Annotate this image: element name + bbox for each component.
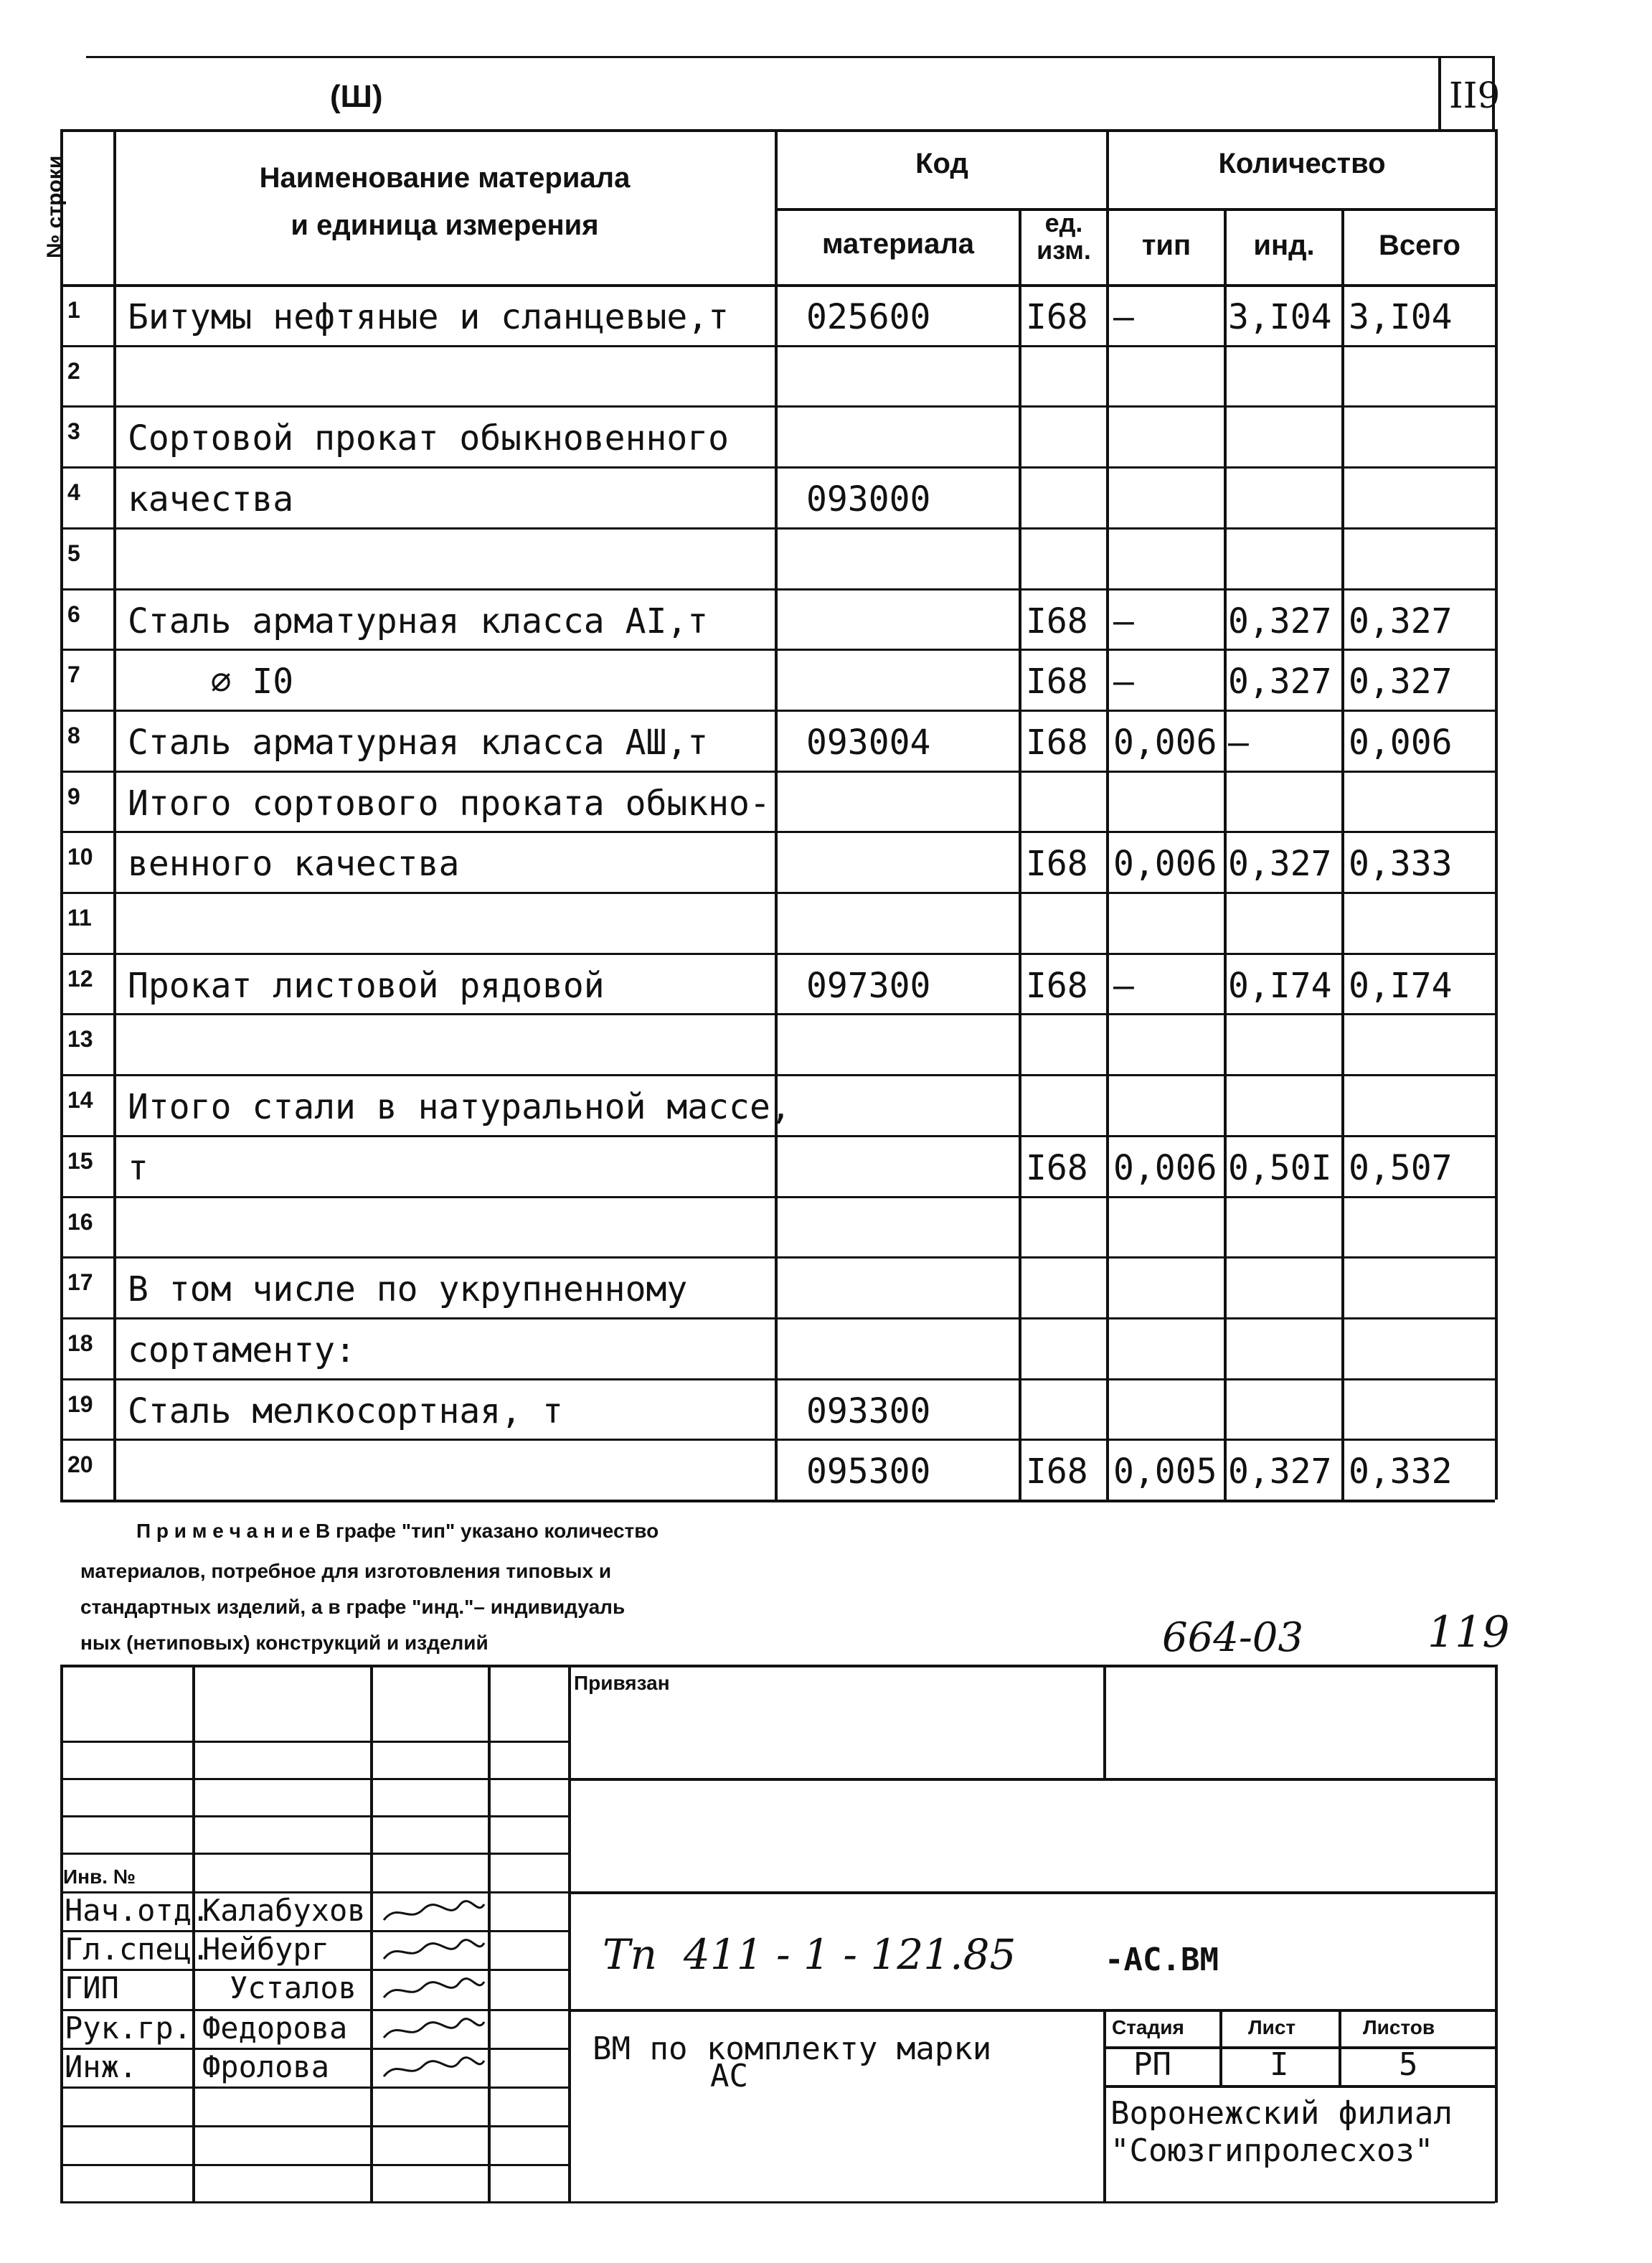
staff-name: Калабухов [202, 1893, 366, 1928]
row-number: 19 [67, 1391, 93, 1417]
header-total: Всего [1379, 230, 1460, 261]
quantity-individual: – [1228, 723, 1249, 763]
row-divider [60, 771, 1495, 773]
document-code-handwritten: Тп 411 - 1 - 121.85 [603, 1930, 1016, 1979]
quantity-individual: 0,327 [1228, 1452, 1332, 1492]
row-number: 17 [67, 1269, 93, 1295]
row-number-column-label: № строки [43, 155, 67, 258]
row-divider [60, 953, 1495, 955]
material-name: Итого стали в натуральной массе, [128, 1087, 791, 1127]
material-name: венного качества [128, 844, 460, 884]
row-number: 16 [67, 1209, 93, 1235]
material-name: Сталь арматурная класса АI,т [128, 601, 709, 641]
sheet-label: Лист [1248, 2016, 1296, 2038]
top-label: (Ш) [330, 79, 383, 114]
material-name: сортаменту: [128, 1330, 356, 1370]
row-number: 5 [67, 540, 80, 566]
quantity-individual: 0,327 [1228, 844, 1332, 884]
staff-role: Рук.гр. [65, 2010, 192, 2046]
unit-code: I68 [1026, 844, 1088, 884]
row-divider [60, 1196, 1495, 1198]
header-code-material: материала [821, 228, 975, 260]
row-number: 8 [67, 723, 80, 748]
row-divider [60, 1256, 1495, 1258]
quantity-type: 0,006 [1113, 1148, 1217, 1188]
row-number: 9 [67, 784, 80, 809]
staff-role: Гл.спец. [65, 1932, 210, 1967]
quantity-type: – [1113, 662, 1134, 702]
material-code: 025600 [806, 297, 931, 337]
unit-code: I68 [1026, 297, 1088, 337]
material-name: т [128, 1148, 148, 1188]
row-divider [60, 1439, 1495, 1441]
organization-line1: Воронежский филиал [1110, 2095, 1453, 2132]
row-number: 7 [67, 662, 80, 687]
row-divider [60, 649, 1495, 651]
signature-mark [380, 1899, 488, 1927]
row-number: 11 [67, 905, 92, 931]
staff-name: Фролова [202, 2049, 330, 2084]
signature-mark [380, 1937, 488, 1966]
staff-name: Усталов [230, 1970, 357, 2005]
row-number: 3 [67, 418, 80, 444]
row-number: 13 [67, 1026, 93, 1052]
note-line-3: стандартных изделий, а в графе "инд."– индивидуаль [80, 1596, 626, 1618]
quantity-individual: 0,327 [1228, 662, 1332, 702]
row-divider [60, 1378, 1495, 1380]
handwritten-page: 119 [1427, 1607, 1510, 1657]
row-divider [60, 1135, 1495, 1137]
row-divider [60, 710, 1495, 712]
quantity-type: – [1113, 297, 1134, 337]
material-code: 097300 [806, 966, 931, 1006]
staff-role: ГИП [65, 1970, 119, 2005]
row-divider [60, 345, 1495, 347]
quantity-type: – [1113, 966, 1134, 1006]
handwritten-code: 664-03 [1162, 1614, 1304, 1661]
page-number: II9 [1449, 75, 1501, 116]
material-name: Сортовой прокат обыкновенного [128, 418, 730, 458]
staff-name: Федорова [202, 2010, 348, 2046]
quantity-type: 0,006 [1113, 844, 1217, 884]
row-divider [60, 831, 1495, 833]
note-line-1: П р и м е ч а н и е В графе "тип" указано количество [136, 1520, 659, 1542]
material-name: В том числе по укрупненному [128, 1269, 688, 1309]
unit-code: I68 [1026, 723, 1088, 763]
stage-label: Стадия [1112, 2016, 1184, 2038]
material-code: 095300 [806, 1452, 931, 1492]
quantity-type: 0,005 [1113, 1452, 1217, 1492]
quantity-total: 0,I74 [1349, 966, 1453, 1006]
row-number: 2 [67, 358, 80, 384]
document-title-line1: ВМ по комплекту марки [593, 2031, 992, 2067]
stage-value: РП [1133, 2046, 1171, 2083]
staff-role: Инж. [65, 2049, 138, 2084]
material-code: 093004 [806, 723, 931, 763]
material-name: качества [128, 479, 294, 519]
document-title-line2: АС [710, 2058, 748, 2094]
row-divider [60, 466, 1495, 469]
unit-code: I68 [1026, 966, 1088, 1006]
row-number: 15 [67, 1148, 93, 1174]
quantity-total: 0,006 [1349, 723, 1453, 763]
row-number: 4 [67, 479, 80, 505]
row-divider [60, 892, 1495, 894]
note-line-4: ных (нетиповых) конструкций и изделий [80, 1632, 488, 1654]
row-number: 1 [67, 297, 80, 323]
header-code: Код [915, 148, 968, 179]
staff-role: Нач.отд. [65, 1893, 210, 1928]
unit-code: I68 [1026, 601, 1088, 641]
document-code-suffix: -АС.ВМ [1105, 1942, 1219, 1978]
header-individual: инд. [1253, 230, 1315, 261]
header-quantity: Количество [1218, 148, 1386, 179]
quantity-total: 0,507 [1349, 1148, 1453, 1188]
privyazan-label: Привязан [574, 1672, 670, 1694]
quantity-total: 0,327 [1349, 601, 1453, 641]
row-number: 20 [67, 1452, 93, 1477]
header-name-line2: и единица измерения [291, 210, 599, 241]
material-name: ∅ I0 [128, 662, 294, 702]
quantity-type: 0,006 [1113, 723, 1217, 763]
material-code: 093000 [806, 479, 931, 519]
row-divider [60, 405, 1495, 408]
quantity-individual: 0,I74 [1228, 966, 1332, 1006]
row-number: 6 [67, 601, 80, 627]
row-number: 10 [67, 844, 93, 870]
organization-line2: "Союзгипролесхоз" [1110, 2132, 1434, 2169]
note-line-2: материалов, потребное для изготовления типовых и [80, 1560, 612, 1582]
quantity-type: – [1113, 601, 1134, 641]
row-divider [60, 1074, 1495, 1076]
sheets-value: 5 [1399, 2046, 1418, 2083]
staff-name: Нейбург [202, 1932, 330, 1967]
quantity-individual: 3,I04 [1228, 297, 1332, 337]
inventory-number-label: Инв. № [63, 1866, 136, 1888]
row-number: 18 [67, 1330, 93, 1356]
material-name: Сталь мелкосортная, т [128, 1391, 563, 1431]
signature-mark [380, 2016, 488, 2045]
material-name: Сталь арматурная класса АШ,т [128, 723, 709, 763]
row-divider [60, 1013, 1495, 1015]
row-number: 14 [67, 1087, 93, 1113]
row-number: 12 [67, 966, 93, 992]
sheets-label: Листов [1363, 2016, 1435, 2038]
signature-mark [380, 2055, 488, 2084]
quantity-total: 0,333 [1349, 844, 1453, 884]
header-type: тип [1141, 230, 1191, 261]
unit-code: I68 [1026, 1148, 1088, 1188]
header-unit: ед. изм. [1037, 208, 1091, 265]
quantity-total: 0,332 [1349, 1452, 1453, 1492]
material-name: Битумы нефтяные и сланцевые,т [128, 297, 730, 337]
unit-code: I68 [1026, 1452, 1088, 1492]
material-name: Итого сортового проката обыкно- [128, 784, 770, 824]
signature-mark [380, 1976, 488, 2005]
header-name-line1: Наименование материала [259, 162, 631, 194]
material-name: Прокат листовой рядовой [128, 966, 605, 1006]
unit-code: I68 [1026, 662, 1088, 702]
row-divider [60, 527, 1495, 530]
row-divider [60, 588, 1495, 591]
quantity-individual: 0,50I [1228, 1148, 1332, 1188]
row-divider [60, 1317, 1495, 1319]
quantity-total: 0,327 [1349, 662, 1453, 702]
material-code: 093300 [806, 1391, 931, 1431]
sheet-value: I [1270, 2046, 1289, 2083]
quantity-total: 3,I04 [1349, 297, 1453, 337]
quantity-individual: 0,327 [1228, 601, 1332, 641]
